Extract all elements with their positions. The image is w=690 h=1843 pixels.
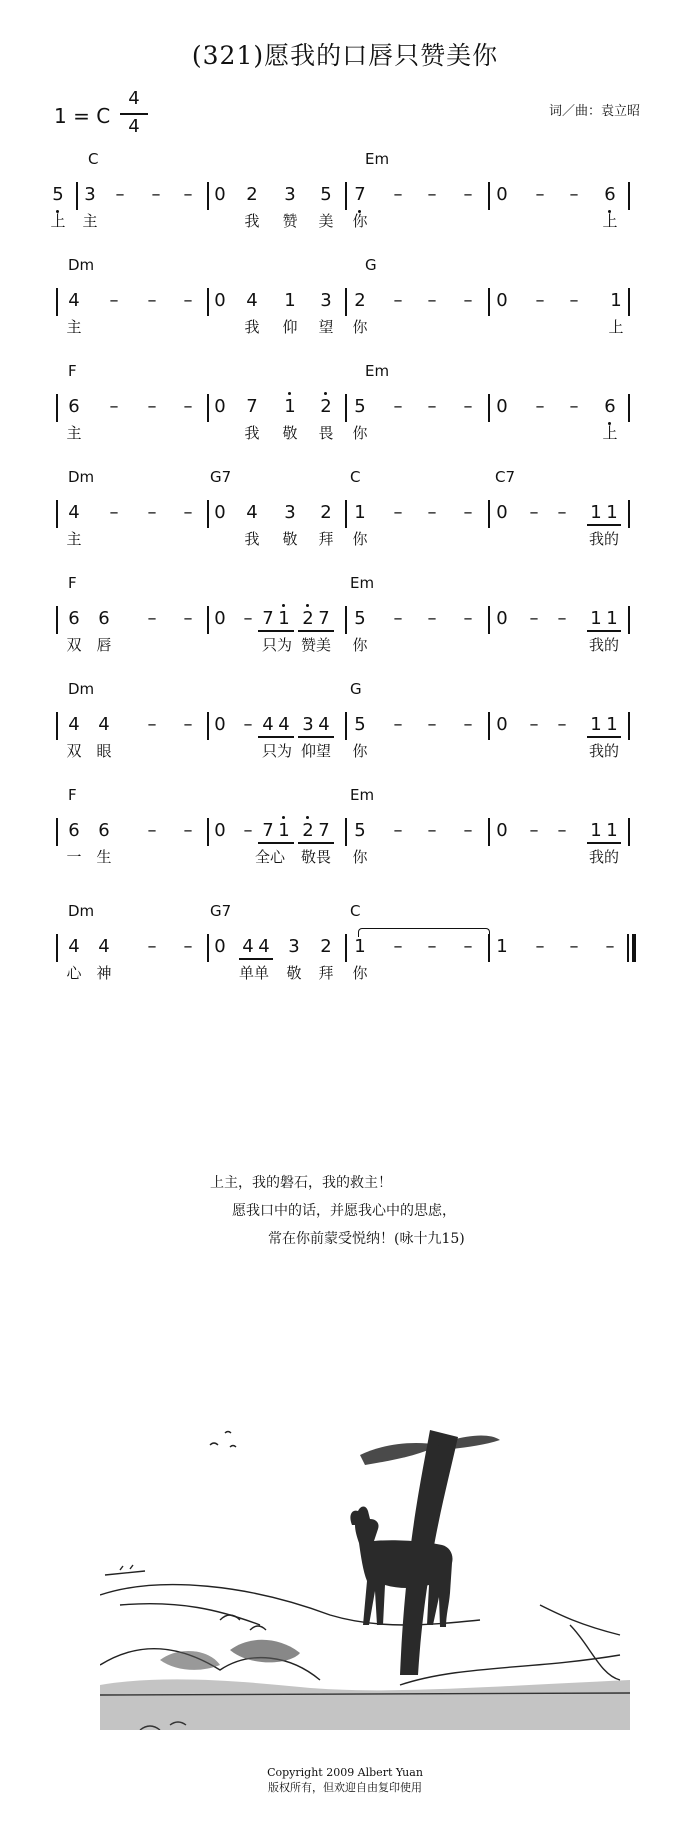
note: 0 bbox=[496, 502, 508, 523]
song-title: (321)愿我的口唇只赞美你 bbox=[191, 41, 499, 70]
note: – bbox=[109, 396, 119, 417]
note: 0 bbox=[496, 184, 508, 205]
lyric: 你 bbox=[352, 530, 368, 548]
note: 1 bbox=[354, 502, 366, 523]
note: 3 bbox=[302, 714, 314, 735]
note: 5 bbox=[354, 820, 366, 841]
note: 4 bbox=[68, 714, 80, 735]
barline bbox=[345, 712, 347, 740]
note: 4 bbox=[98, 936, 110, 957]
note: – bbox=[183, 396, 193, 417]
barline bbox=[207, 182, 209, 210]
lyric: 我的 bbox=[588, 636, 619, 654]
note: 7 bbox=[318, 608, 330, 629]
note: 2 bbox=[302, 820, 314, 841]
barline bbox=[56, 394, 58, 422]
barline bbox=[628, 394, 630, 422]
note: – bbox=[427, 714, 437, 735]
barline bbox=[345, 606, 347, 634]
chord: Dm bbox=[68, 902, 95, 920]
barline bbox=[628, 500, 630, 528]
note: 1 bbox=[590, 502, 602, 523]
score-system-8 bbox=[0, 902, 690, 992]
note: 4 bbox=[68, 502, 80, 523]
lyric: 望 bbox=[318, 318, 334, 336]
chord: Dm bbox=[68, 468, 95, 486]
note: – bbox=[393, 608, 403, 629]
note: 4 bbox=[246, 290, 258, 311]
lyric: 神 bbox=[96, 964, 112, 982]
barline bbox=[628, 818, 630, 846]
note: 2 bbox=[302, 608, 314, 629]
upper-octave-dot bbox=[282, 604, 285, 607]
lyric: 上 bbox=[602, 212, 618, 230]
key-signature bbox=[54, 82, 164, 140]
chord: F bbox=[68, 362, 77, 380]
chord: C bbox=[88, 150, 99, 168]
note: 4 bbox=[262, 714, 274, 735]
eighth-note-underline bbox=[298, 842, 334, 844]
note: 3 bbox=[288, 936, 300, 957]
note: 4 bbox=[242, 936, 254, 957]
lyric: 只为 bbox=[261, 742, 292, 760]
lyric: 上 bbox=[608, 318, 624, 336]
eighth-note-underline bbox=[258, 736, 294, 738]
note: – bbox=[151, 184, 161, 205]
note: – bbox=[183, 184, 193, 205]
chord: G bbox=[350, 680, 362, 698]
note: – bbox=[393, 714, 403, 735]
score-system-7 bbox=[0, 786, 690, 876]
note: 5 bbox=[354, 396, 366, 417]
lyric: 你 bbox=[352, 742, 368, 760]
note: – bbox=[243, 820, 253, 841]
upper-octave-dot bbox=[282, 816, 285, 819]
lyric: 你 bbox=[352, 212, 368, 230]
eighth-note-underline bbox=[587, 842, 621, 844]
note: – bbox=[557, 820, 567, 841]
lyric: 一 bbox=[66, 848, 82, 866]
note: – bbox=[569, 184, 579, 205]
note: 1 bbox=[496, 936, 508, 957]
note: 6 bbox=[98, 608, 110, 629]
note: – bbox=[463, 714, 473, 735]
barline bbox=[207, 818, 209, 846]
lyric: 我 bbox=[244, 212, 260, 230]
note: 1 bbox=[284, 396, 296, 417]
note: 0 bbox=[496, 608, 508, 629]
barline bbox=[56, 606, 58, 634]
score-system-6 bbox=[0, 680, 690, 770]
note: – bbox=[393, 396, 403, 417]
chord: Em bbox=[350, 786, 375, 804]
note: – bbox=[427, 396, 437, 417]
barline bbox=[488, 500, 490, 528]
upper-octave-dot bbox=[288, 392, 291, 395]
note: – bbox=[147, 936, 157, 957]
lyric: 全心 bbox=[254, 848, 285, 866]
chord: G bbox=[365, 256, 377, 274]
note: 4 bbox=[246, 502, 258, 523]
lyric: 我 bbox=[244, 530, 260, 548]
note: 3 bbox=[320, 290, 332, 311]
note: – bbox=[183, 936, 193, 957]
barline bbox=[345, 288, 347, 316]
barline bbox=[207, 394, 209, 422]
lyric: 我的 bbox=[588, 848, 619, 866]
note: 1 bbox=[590, 608, 602, 629]
note: 1 bbox=[590, 714, 602, 735]
note: 1 bbox=[606, 502, 618, 523]
note: – bbox=[529, 820, 539, 841]
note: 4 bbox=[98, 714, 110, 735]
barline bbox=[345, 934, 347, 962]
final-barline-thin bbox=[627, 934, 629, 962]
note: – bbox=[463, 502, 473, 523]
barline bbox=[488, 288, 490, 316]
note: – bbox=[147, 820, 157, 841]
note: 6 bbox=[68, 820, 80, 841]
chord: Dm bbox=[68, 256, 95, 274]
score-system-5 bbox=[0, 574, 690, 664]
note: 2 bbox=[320, 502, 332, 523]
final-barline-thick bbox=[632, 934, 636, 962]
note: 5 bbox=[320, 184, 332, 205]
note: – bbox=[569, 290, 579, 311]
chord: C bbox=[350, 468, 361, 486]
note: – bbox=[147, 714, 157, 735]
barline bbox=[56, 818, 58, 846]
barline bbox=[207, 500, 209, 528]
note: 2 bbox=[246, 184, 258, 205]
upper-octave-dot bbox=[324, 392, 327, 395]
note: 0 bbox=[214, 820, 226, 841]
note: – bbox=[557, 608, 567, 629]
note: – bbox=[463, 290, 473, 311]
note: – bbox=[109, 502, 119, 523]
scripture-line-2: 愿我口中的话，并愿我心中的思虑， bbox=[232, 1203, 456, 1219]
barline bbox=[488, 394, 490, 422]
note: 2 bbox=[320, 396, 332, 417]
chord: C bbox=[350, 902, 361, 920]
note: – bbox=[427, 290, 437, 311]
copyright-line-chinese: 版权所有，但欢迎自由复印使用 bbox=[268, 1781, 422, 1794]
note: – bbox=[183, 820, 193, 841]
note: 4 bbox=[278, 714, 290, 735]
lyric: 敬 bbox=[286, 964, 302, 982]
note: – bbox=[427, 608, 437, 629]
note: – bbox=[183, 290, 193, 311]
barline bbox=[628, 712, 630, 740]
note: 7 bbox=[354, 184, 366, 205]
scripture-line-1: 上主，我的磐石，我的救主！ bbox=[210, 1175, 392, 1191]
lyric: 敬畏 bbox=[300, 848, 331, 866]
chord: C7 bbox=[495, 468, 516, 486]
barline bbox=[628, 182, 630, 210]
lyric: 敬 bbox=[282, 530, 298, 548]
eighth-note-underline bbox=[258, 630, 294, 632]
note: 5 bbox=[354, 608, 366, 629]
note: – bbox=[147, 290, 157, 311]
barline bbox=[488, 934, 490, 962]
lyric: 拜 bbox=[318, 530, 334, 548]
note: – bbox=[427, 936, 437, 957]
note: – bbox=[535, 184, 545, 205]
note: 1 bbox=[590, 820, 602, 841]
note: – bbox=[535, 396, 545, 417]
note: – bbox=[569, 396, 579, 417]
note: – bbox=[569, 936, 579, 957]
note: – bbox=[529, 608, 539, 629]
lyric: 眼 bbox=[96, 742, 112, 760]
note: 6 bbox=[604, 396, 616, 417]
note: – bbox=[463, 820, 473, 841]
note: – bbox=[605, 936, 615, 957]
note: 4 bbox=[68, 290, 80, 311]
barline bbox=[488, 818, 490, 846]
key-text: 1 = C bbox=[54, 104, 111, 128]
lyric: 主 bbox=[66, 424, 82, 442]
eighth-note-underline bbox=[258, 842, 294, 844]
note: – bbox=[393, 184, 403, 205]
note: – bbox=[183, 714, 193, 735]
lyric: 唇 bbox=[96, 636, 112, 654]
eighth-note-underline bbox=[239, 958, 273, 960]
eighth-note-underline bbox=[298, 736, 334, 738]
note: 7 bbox=[262, 820, 274, 841]
lyric: 仰 bbox=[282, 318, 298, 336]
note: – bbox=[115, 184, 125, 205]
note: – bbox=[243, 608, 253, 629]
barline bbox=[628, 288, 630, 316]
note: 0 bbox=[214, 936, 226, 957]
note: – bbox=[427, 820, 437, 841]
note: – bbox=[427, 184, 437, 205]
note: 1 bbox=[606, 714, 618, 735]
note: 0 bbox=[214, 714, 226, 735]
note: – bbox=[535, 290, 545, 311]
note: 1 bbox=[354, 936, 366, 957]
chord: Dm bbox=[68, 680, 95, 698]
note: 7 bbox=[318, 820, 330, 841]
lyric: 赞美 bbox=[300, 636, 331, 654]
lyric: 生 bbox=[96, 848, 112, 866]
barline bbox=[56, 288, 58, 316]
lyric: 心 bbox=[66, 964, 82, 982]
author-credit: 词／曲：袁立昭 bbox=[548, 104, 640, 119]
note: – bbox=[463, 184, 473, 205]
note: – bbox=[557, 502, 567, 523]
barline bbox=[207, 606, 209, 634]
scripture-line-3: 常在你前蒙受悦纳！(咏十九15) bbox=[268, 1231, 465, 1247]
note: – bbox=[393, 290, 403, 311]
note: 0 bbox=[496, 290, 508, 311]
lyric: 我的 bbox=[588, 530, 619, 548]
lyric: 主 bbox=[66, 318, 82, 336]
eighth-note-underline bbox=[298, 630, 334, 632]
note: 0 bbox=[214, 396, 226, 417]
lyric: 你 bbox=[352, 636, 368, 654]
time-signature-bottom: 4 bbox=[128, 116, 140, 137]
barline bbox=[488, 712, 490, 740]
chord: G7 bbox=[210, 468, 232, 486]
note: – bbox=[463, 936, 473, 957]
barline bbox=[207, 934, 209, 962]
copyright-block bbox=[0, 1765, 690, 1795]
lyric: 主 bbox=[66, 530, 82, 548]
note: 1 bbox=[284, 290, 296, 311]
note: – bbox=[393, 936, 403, 957]
lyric: 双 bbox=[66, 636, 82, 654]
lyric: 我 bbox=[244, 424, 260, 442]
note: – bbox=[529, 714, 539, 735]
note: 1 bbox=[278, 820, 290, 841]
note: – bbox=[109, 290, 119, 311]
barline bbox=[345, 500, 347, 528]
barline bbox=[345, 182, 347, 210]
deer-landscape-illustration bbox=[100, 1425, 630, 1730]
note: 0 bbox=[214, 290, 226, 311]
note: 7 bbox=[262, 608, 274, 629]
note: 0 bbox=[214, 502, 226, 523]
note: – bbox=[183, 502, 193, 523]
lyric: 我 bbox=[244, 318, 260, 336]
barline bbox=[345, 394, 347, 422]
upper-octave-dot bbox=[306, 816, 309, 819]
barline bbox=[488, 606, 490, 634]
note: 6 bbox=[98, 820, 110, 841]
lyric: 单单 bbox=[238, 964, 269, 982]
lyric: 你 bbox=[352, 318, 368, 336]
lyric: 畏 bbox=[318, 424, 334, 442]
lyric: 只为 bbox=[261, 636, 292, 654]
note: 5 bbox=[354, 714, 366, 735]
score-system-3 bbox=[0, 362, 690, 452]
chord: F bbox=[68, 786, 77, 804]
lyric: 主 bbox=[82, 212, 98, 230]
upper-octave-dot bbox=[306, 604, 309, 607]
note: 2 bbox=[320, 936, 332, 957]
barline bbox=[76, 182, 78, 210]
note: – bbox=[147, 502, 157, 523]
lyric: 双 bbox=[66, 742, 82, 760]
note: 4 bbox=[318, 714, 330, 735]
lyric: 我的 bbox=[588, 742, 619, 760]
note: – bbox=[535, 936, 545, 957]
note: – bbox=[393, 502, 403, 523]
note: 3 bbox=[84, 184, 96, 205]
score-system-2 bbox=[0, 256, 690, 346]
note: 4 bbox=[258, 936, 270, 957]
chord: Em bbox=[350, 574, 375, 592]
note: 6 bbox=[68, 608, 80, 629]
lyric: 赞 bbox=[282, 212, 298, 230]
eighth-note-underline bbox=[587, 524, 621, 526]
note: – bbox=[529, 502, 539, 523]
barline bbox=[628, 606, 630, 634]
barline bbox=[56, 500, 58, 528]
note: – bbox=[463, 608, 473, 629]
note: – bbox=[183, 608, 193, 629]
note: 1 bbox=[606, 820, 618, 841]
barline bbox=[56, 934, 58, 962]
lyric: 你 bbox=[352, 964, 368, 982]
lyric: 美 bbox=[318, 212, 334, 230]
eighth-note-underline bbox=[587, 630, 621, 632]
lyric: 你 bbox=[352, 848, 368, 866]
note: – bbox=[243, 714, 253, 735]
lyric: 敬 bbox=[282, 424, 298, 442]
note: – bbox=[427, 502, 437, 523]
barline bbox=[207, 288, 209, 316]
note: 4 bbox=[68, 936, 80, 957]
note: – bbox=[147, 396, 157, 417]
note: 2 bbox=[354, 290, 366, 311]
copyright-line-english: Copyright 2009 Albert Yuan bbox=[267, 1766, 423, 1779]
note: 0 bbox=[496, 714, 508, 735]
barline bbox=[207, 712, 209, 740]
barline bbox=[345, 818, 347, 846]
lyric: 上 bbox=[50, 212, 66, 230]
barline bbox=[488, 182, 490, 210]
note: – bbox=[463, 396, 473, 417]
chord: G7 bbox=[210, 902, 232, 920]
note: 1 bbox=[278, 608, 290, 629]
chord: Em bbox=[365, 150, 390, 168]
note: 3 bbox=[284, 184, 296, 205]
chord: F bbox=[68, 574, 77, 592]
eighth-note-underline bbox=[587, 736, 621, 738]
barline bbox=[56, 712, 58, 740]
note: 5 bbox=[52, 184, 64, 205]
note: 1 bbox=[606, 608, 618, 629]
time-signature-line bbox=[120, 113, 148, 115]
note: 0 bbox=[496, 820, 508, 841]
note: 6 bbox=[604, 184, 616, 205]
note: – bbox=[147, 608, 157, 629]
note: 3 bbox=[284, 502, 296, 523]
note: – bbox=[393, 820, 403, 841]
note: 0 bbox=[496, 396, 508, 417]
note: 0 bbox=[214, 184, 226, 205]
note: 0 bbox=[214, 608, 226, 629]
lyric: 上 bbox=[602, 424, 618, 442]
time-signature-top: 4 bbox=[128, 88, 140, 109]
lyric: 拜 bbox=[318, 964, 334, 982]
chord: Em bbox=[365, 362, 390, 380]
note: 7 bbox=[246, 396, 258, 417]
note: 6 bbox=[68, 396, 80, 417]
note: 1 bbox=[610, 290, 622, 311]
note: – bbox=[557, 714, 567, 735]
lyric: 仰望 bbox=[300, 742, 331, 760]
lyric: 你 bbox=[352, 424, 368, 442]
score-system-4 bbox=[0, 468, 690, 558]
score-system-1 bbox=[0, 150, 690, 240]
